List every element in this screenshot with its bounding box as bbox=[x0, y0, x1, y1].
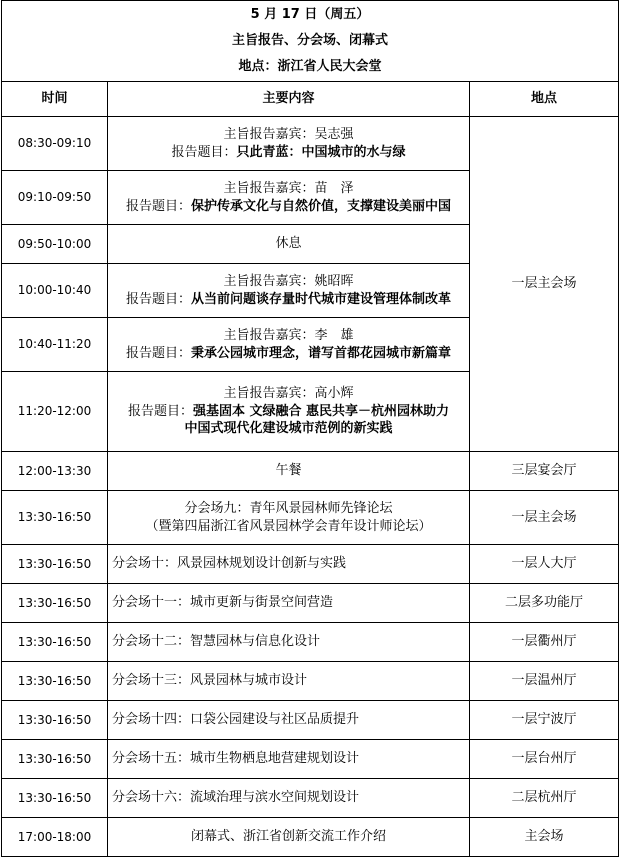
table-row bbox=[2, 584, 619, 623]
schedule-location: 地点：浙江省人民大会堂 bbox=[238, 59, 382, 74]
keynote-guest: 主旨报告嘉宾：高小辉 bbox=[223, 386, 354, 402]
schedule-title: 主旨报告、分会场、闭幕式 bbox=[232, 33, 389, 48]
row-time: 11:20-12:00 bbox=[2, 372, 108, 452]
row-content: 分会场十四：口袋公园建设与社区品质提升 bbox=[108, 701, 470, 740]
keynote-guest: 主旨报告嘉宾：李 雄 bbox=[223, 327, 354, 343]
session-subtitle: （暨第四届浙江省风景园林学会青年设计师论坛） bbox=[145, 518, 432, 534]
row-place: 一层人大厅 bbox=[470, 545, 619, 584]
topic-label: 报告题目： bbox=[125, 345, 191, 361]
table-row bbox=[2, 545, 619, 584]
topic-label: 报告题目： bbox=[125, 291, 191, 307]
schedule-table bbox=[1, 0, 619, 857]
row-time: 09:10-09:50 bbox=[2, 171, 108, 225]
keynote-topic bbox=[108, 144, 469, 162]
row-time: 10:00-10:40 bbox=[2, 264, 108, 318]
topic-text: 从当前问题谈存量时代城市建设管理体制改革 bbox=[191, 291, 452, 307]
row-place: 二层杭州厅 bbox=[470, 779, 619, 818]
row-content: 分会场十：风景园林规划设计创新与实践 bbox=[108, 545, 470, 584]
row-content: 闭幕式、浙江省创新交流工作介绍 bbox=[108, 818, 470, 857]
row-content: 休息 bbox=[108, 225, 470, 264]
table-row bbox=[2, 701, 619, 740]
topic-label: 报告题目： bbox=[127, 403, 193, 419]
row-place: 一层宁波厅 bbox=[470, 701, 619, 740]
column-header-place: 地点 bbox=[470, 82, 619, 117]
row-content bbox=[108, 117, 470, 171]
row-time: 13:30-16:50 bbox=[2, 623, 108, 662]
row-content: 午餐 bbox=[108, 452, 470, 491]
column-header-content: 主要内容 bbox=[108, 82, 470, 117]
table-row bbox=[2, 740, 619, 779]
row-content: 分会场十三：风景园林与城市设计 bbox=[108, 662, 470, 701]
row-content bbox=[108, 171, 470, 225]
schedule-header-row bbox=[2, 1, 619, 82]
keynote-topic bbox=[108, 345, 469, 363]
table-row bbox=[2, 779, 619, 818]
column-header-time: 时间 bbox=[2, 82, 108, 117]
row-time: 10:40-11:20 bbox=[2, 318, 108, 372]
row-content: 分会场十一：城市更新与街景空间营造 bbox=[108, 584, 470, 623]
row-time: 09:50-10:00 bbox=[2, 225, 108, 264]
row-content bbox=[108, 264, 470, 318]
row-time: 08:30-09:10 bbox=[2, 117, 108, 171]
row-place: 一层衢州厅 bbox=[470, 623, 619, 662]
table-row bbox=[2, 623, 619, 662]
row-place: 一层主会场 bbox=[470, 491, 619, 545]
row-time: 13:30-16:50 bbox=[2, 662, 108, 701]
table-row bbox=[2, 491, 619, 545]
keynote-guest: 主旨报告嘉宾：苗 泽 bbox=[223, 180, 354, 196]
keynote-guest: 主旨报告嘉宾：吴志强 bbox=[223, 126, 354, 142]
table-row bbox=[2, 662, 619, 701]
row-content bbox=[108, 318, 470, 372]
table-row bbox=[2, 117, 619, 171]
schedule-date: 5 月 17 日（周五） bbox=[250, 7, 370, 22]
table-row bbox=[2, 452, 619, 491]
topic-text: 强基固本 文绿融合 惠民共享－杭州园林助力 bbox=[192, 403, 450, 419]
row-place: 一层台州厅 bbox=[470, 740, 619, 779]
topic-text: 秉承公园城市理念，谱写首都花园城市新篇章 bbox=[191, 345, 452, 361]
row-time: 13:30-16:50 bbox=[2, 740, 108, 779]
row-time: 13:30-16:50 bbox=[2, 545, 108, 584]
row-place: 二层多功能厅 bbox=[470, 584, 619, 623]
row-time: 13:30-16:50 bbox=[2, 584, 108, 623]
row-content: 分会场十五：城市生物栖息地营建规划设计 bbox=[108, 740, 470, 779]
keynote-guest: 主旨报告嘉宾：姚昭晖 bbox=[223, 273, 354, 289]
row-place: 一层温州厅 bbox=[470, 662, 619, 701]
row-time: 17:00-18:00 bbox=[2, 818, 108, 857]
row-place: 三层宴会厅 bbox=[470, 452, 619, 491]
topic-text: 只此青蓝：中国城市的水与绿 bbox=[236, 144, 406, 160]
row-content bbox=[108, 491, 470, 545]
keynote-topic-continued: 中国式现代化建设城市范例的新实践 bbox=[184, 421, 393, 437]
column-header-row bbox=[2, 82, 619, 117]
keynote-topic bbox=[108, 291, 469, 309]
keynote-topic bbox=[108, 403, 469, 421]
row-time: 12:00-13:30 bbox=[2, 452, 108, 491]
row-time: 13:30-16:50 bbox=[2, 491, 108, 545]
session-title: 分会场九：青年风景园林师先锋论坛 bbox=[184, 500, 393, 516]
topic-label: 报告题目： bbox=[125, 198, 191, 214]
topic-text: 保护传承文化与自然价值，支撑建设美丽中国 bbox=[191, 198, 452, 214]
keynote-topic bbox=[108, 198, 469, 216]
topic-label: 报告题目： bbox=[171, 144, 237, 160]
row-content: 分会场十二：智慧园林与信息化设计 bbox=[108, 623, 470, 662]
row-place: 一层主会场 bbox=[470, 117, 619, 452]
row-place: 主会场 bbox=[470, 818, 619, 857]
row-content bbox=[108, 372, 470, 452]
schedule-header bbox=[2, 1, 619, 82]
row-time: 13:30-16:50 bbox=[2, 779, 108, 818]
table-row bbox=[2, 818, 619, 857]
row-content: 分会场十六：流域治理与滨水空间规划设计 bbox=[108, 779, 470, 818]
row-time: 13:30-16:50 bbox=[2, 701, 108, 740]
